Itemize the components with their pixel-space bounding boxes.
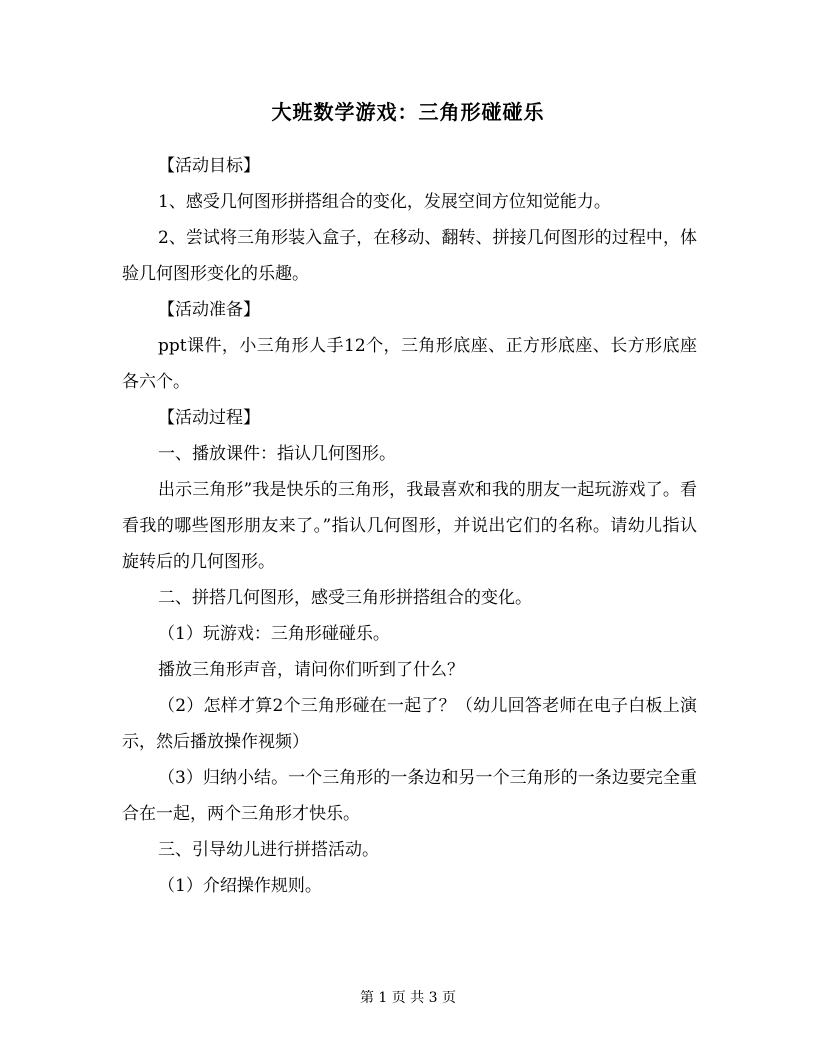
paragraph: 播放三角形声音，请问你们听到了什么？ [158, 660, 464, 680]
paragraph: （2）怎样才算2个三角形碰在一起了？（幼儿回答老师在电子白板上演示，然后播放操作视频） [122, 696, 697, 752]
paragraph: 二、拼搭几何图形，感受三角形拼搭组合的变化。 [158, 588, 532, 608]
paragraph: 出示三角形”我是快乐的三角形，我最喜欢和我的朋友一起玩游戏了。看看我的哪些图形朋友来了。”指认几何图形，并说出它们的名称。请幼儿指认旋转后的几何图形。 [122, 480, 697, 572]
paragraph: （1）玩游戏：三角形碰碰乐。 [158, 624, 390, 644]
paragraph: （3）归纳小结。一个三角形的一条边和另一个三角形的一条边要完全重合在一起，两个三角形才快乐。 [122, 768, 697, 824]
section-heading-goals: 【活动目标】 [158, 156, 260, 176]
paragraph: 三、引导幼儿进行拼搭活动。 [158, 840, 379, 860]
document-title: 大班数学游戏：三角形碰碰乐 [271, 100, 545, 124]
page-number-footer: 第 1 页 共 3 页 [359, 990, 457, 1006]
paragraph: ppt课件，小三角形人手12个，三角形底座、正方形底座、长方形底座各六个。 [122, 336, 697, 392]
section-heading-preparation: 【活动准备】 [158, 300, 260, 320]
paragraph: 2、尝试将三角形装入盒子，在移动、翻转、拼接几何图形的过程中，体验几何图形变化的乐趣。 [122, 228, 697, 284]
document-body [122, 148, 697, 904]
section-heading-process: 【活动过程】 [158, 408, 260, 428]
paragraph: （1）介绍操作规则。 [158, 876, 322, 896]
paragraph: 一、播放课件：指认几何图形。 [158, 444, 396, 464]
paragraph: 1、感受几何图形拼搭组合的变化，发展空间方位知觉能力。 [158, 192, 611, 212]
